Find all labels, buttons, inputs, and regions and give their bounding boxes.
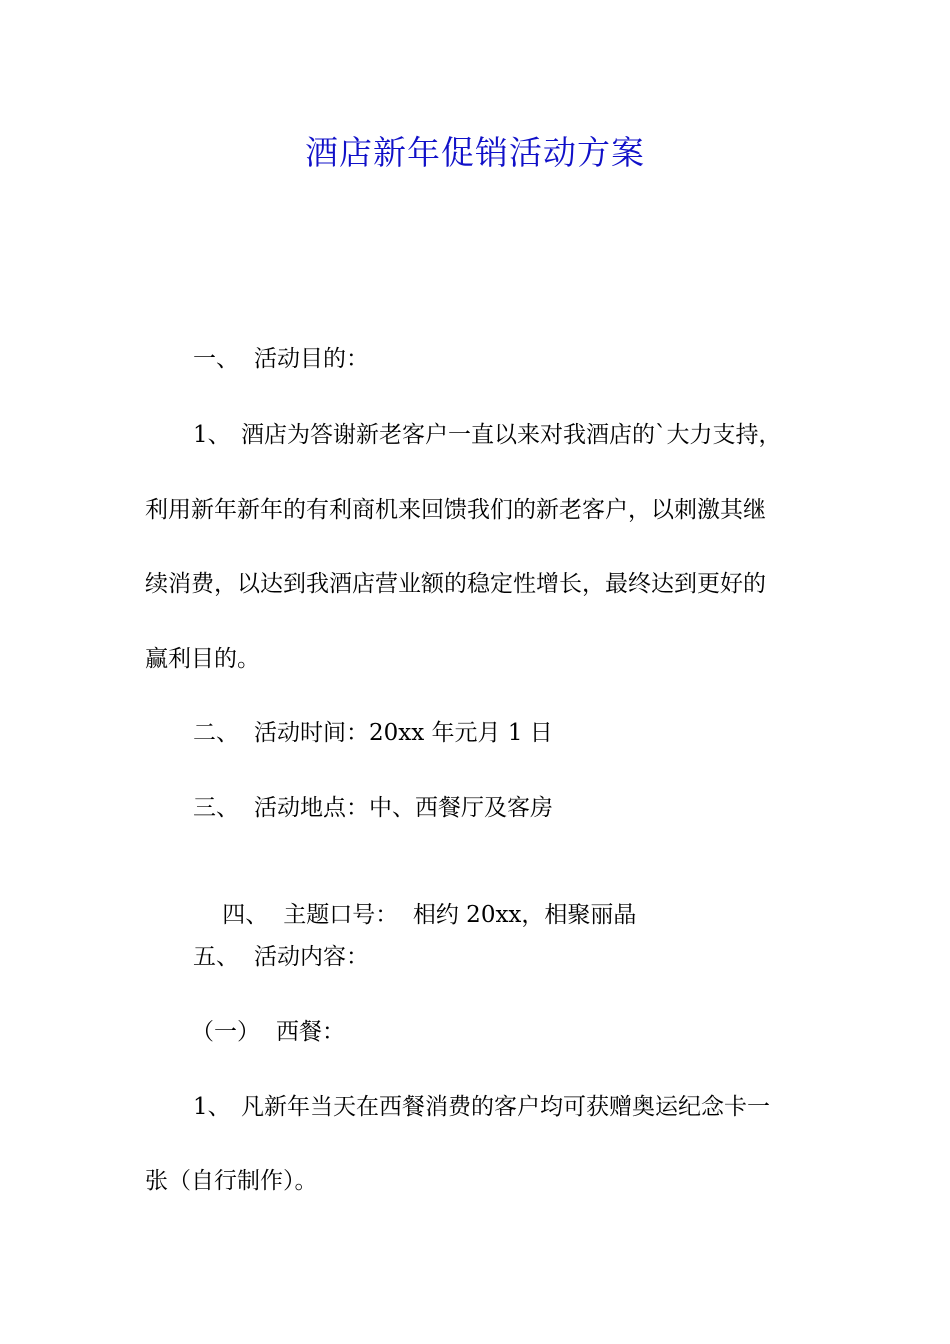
subsection-number: （一） — [191, 1019, 260, 1045]
paragraph-line: 续消费，以达到我酒店营业额的稳定性增长，最终达到更好的 — [145, 571, 766, 597]
subsection-text: 西餐： — [276, 1019, 345, 1045]
item-number: 1、 — [193, 422, 231, 448]
section-number: 一、 — [193, 346, 239, 372]
section-heading — [145, 792, 863, 824]
paragraph-line: 利用新年新年的有利商机来回馈我们的新老客户，以刺激其继 — [145, 497, 766, 523]
section-text: 活动地点：中、西餐厅及客房 — [254, 795, 553, 821]
subsection-heading — [145, 1016, 815, 1048]
section-number: 三、 — [193, 795, 239, 821]
paragraph-line: 张（自行制作）。 — [145, 1168, 318, 1194]
paragraph-line — [145, 1091, 863, 1123]
section-heading — [145, 941, 863, 973]
section-number: 二、 — [193, 720, 239, 746]
paragraph-text: 酒店为答谢新老客户一直以来对我酒店的`大力支持， — [241, 422, 782, 448]
section-number: 四、 — [222, 902, 269, 928]
section-text: 活动内容： — [254, 944, 369, 970]
paragraph-line: 赢利目的。 — [145, 646, 260, 672]
paragraph-text: 凡新年当天在西餐消费的客户均可获赠奥运纪念卡一 — [241, 1094, 770, 1120]
document-title: 酒店新年促销活动方案 — [305, 133, 645, 172]
section-number: 五、 — [193, 944, 239, 970]
paragraph-line — [145, 419, 863, 451]
section-heading — [145, 343, 863, 375]
item-number: 1、 — [193, 1094, 231, 1120]
section-text: 活动时间：20xx 年元月 1 日 — [254, 720, 553, 746]
section-text: 活动目的： — [254, 346, 369, 372]
section-text: 主题口号： 相约 20xx，相聚丽晶 — [283, 902, 637, 928]
section-heading — [145, 717, 863, 749]
